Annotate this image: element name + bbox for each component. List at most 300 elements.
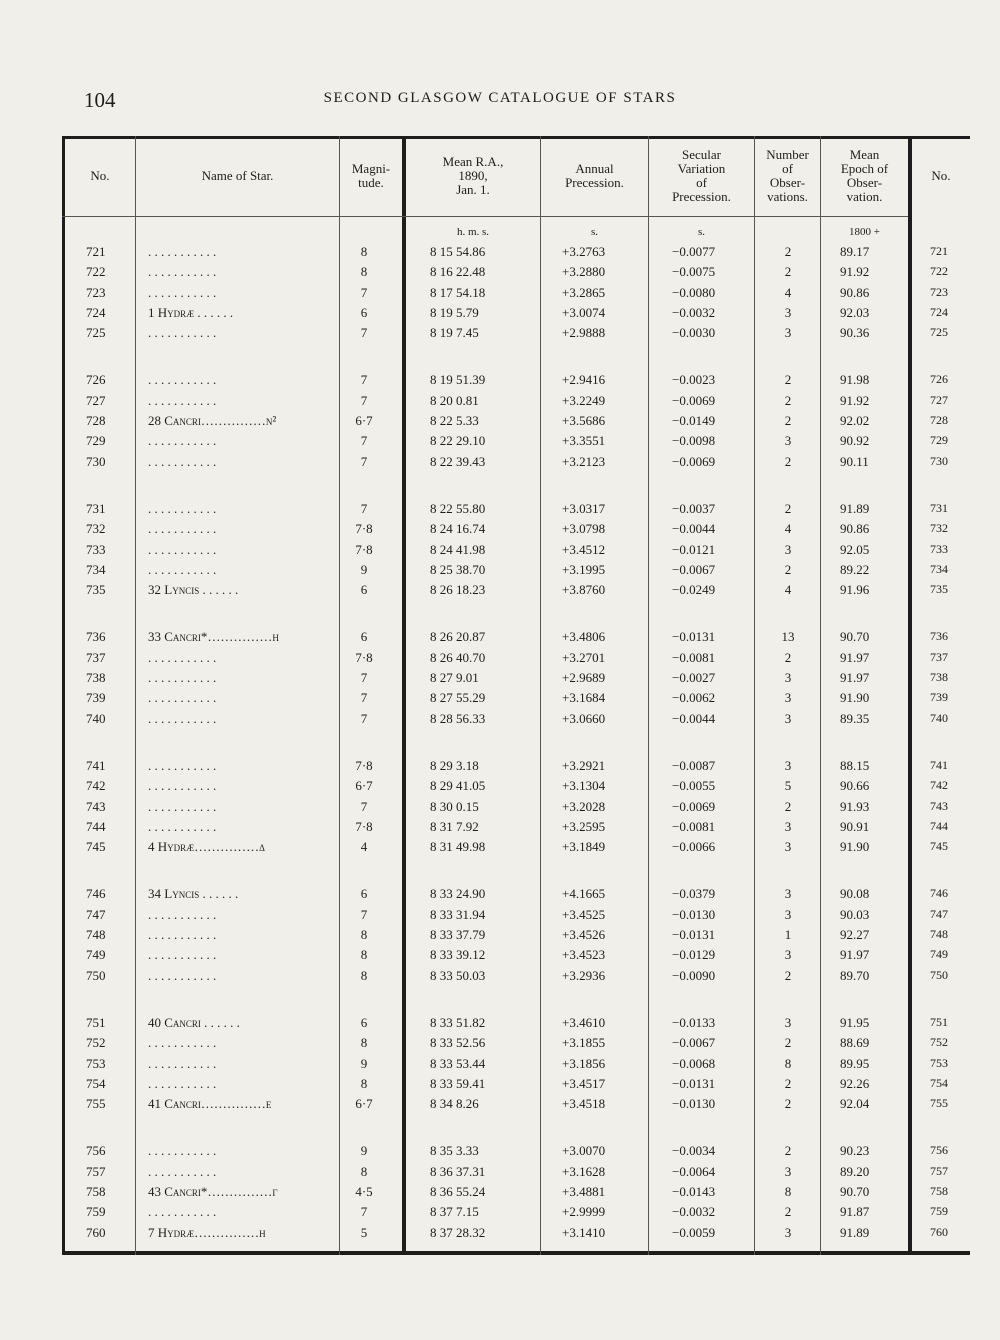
- mean-ra: 8 33 52.56: [430, 1035, 486, 1051]
- magnitude: 9: [360, 1055, 368, 1071]
- mean-ra: 8 19 7.45: [430, 325, 479, 341]
- annual-precession: +3.1410: [562, 1224, 606, 1240]
- star-name: 1 Hydræ . . . . . .: [148, 304, 234, 320]
- magnitude: 6: [360, 886, 368, 902]
- mean-epoch: 90.86: [840, 521, 870, 537]
- star-name: . . . . . . . . . . .: [148, 1163, 217, 1179]
- star-number-right: 727: [930, 392, 948, 407]
- table-row: [62, 370, 970, 390]
- header-rule: [62, 216, 908, 217]
- star-number: 741: [86, 757, 106, 773]
- star-name: . . . . . . . . . . .: [148, 1075, 217, 1091]
- magnitude: 6: [360, 629, 368, 645]
- magnitude: 7: [360, 1204, 368, 1220]
- table-row: [62, 709, 970, 729]
- secular-variation: −0.0131: [672, 1075, 716, 1091]
- table-row: [62, 283, 970, 303]
- star-name: . . . . . . . . . . .: [148, 264, 217, 280]
- star-number: 736: [86, 629, 106, 645]
- mean-epoch: 91.92: [840, 264, 870, 280]
- annual-precession: +3.0660: [562, 710, 606, 726]
- secular-variation: −0.0023: [672, 372, 716, 388]
- col-header-name: Name of Star.: [201, 168, 274, 183]
- star-number-right: 746: [930, 886, 948, 901]
- magnitude: 7: [360, 710, 368, 726]
- annual-precession: +2.9689: [562, 670, 606, 686]
- star-number-right: 759: [930, 1204, 948, 1219]
- page-number: 104: [84, 88, 116, 112]
- annual-precession: +3.4523: [562, 947, 606, 963]
- observation-count: 2: [784, 264, 792, 280]
- star-name: . . . . . . . . . . .: [148, 967, 217, 983]
- secular-variation: −0.0066: [672, 839, 716, 855]
- mean-epoch: 89.22: [840, 561, 870, 577]
- mean-epoch: 91.90: [840, 839, 870, 855]
- mean-ra: 8 35 3.33: [430, 1143, 479, 1159]
- table-row: [62, 776, 970, 796]
- secular-variation: −0.0130: [672, 906, 716, 922]
- table-row: [62, 1013, 970, 1033]
- magnitude: 7: [360, 392, 368, 408]
- annual-precession: +3.2123: [562, 453, 606, 469]
- star-number: 735: [86, 582, 106, 598]
- star-number: 732: [86, 521, 106, 537]
- table-row: [62, 688, 970, 708]
- table-row: [62, 1223, 970, 1243]
- star-number-right: 744: [930, 818, 948, 833]
- mean-ra: 8 33 51.82: [430, 1014, 486, 1030]
- mean-epoch: 89.35: [840, 710, 870, 726]
- star-number: 751: [86, 1014, 106, 1030]
- star-name: . . . . . . . . . . .: [148, 710, 217, 726]
- table-row: [62, 1054, 970, 1074]
- observation-count: 2: [784, 1035, 792, 1051]
- col-header-precession: Annual Precession.: [565, 161, 624, 190]
- page-title: SECOND GLASGOW CATALOGUE OF STARS: [323, 90, 677, 106]
- table-row: [62, 756, 970, 776]
- star-name: . . . . . . . . . . .: [148, 244, 217, 259]
- observation-count: 1: [784, 927, 792, 943]
- annual-precession: +3.2249: [562, 392, 606, 408]
- mean-ra: 8 24 16.74: [430, 521, 486, 537]
- star-number: 731: [86, 500, 106, 516]
- mean-epoch: 90.66: [840, 778, 870, 794]
- secular-variation: −0.0131: [672, 927, 716, 943]
- annual-precession: +3.1684: [562, 690, 606, 706]
- magnitude: 6·7: [355, 778, 373, 794]
- mean-epoch: 92.02: [840, 413, 870, 429]
- mean-epoch: 92.27: [840, 927, 870, 943]
- star-number: 730: [86, 453, 106, 469]
- star-number-right: 732: [930, 521, 948, 536]
- table-row: [62, 837, 970, 857]
- star-number: 745: [86, 839, 106, 855]
- observation-count: 3: [784, 433, 792, 449]
- observation-count: 3: [784, 1014, 792, 1030]
- observation-count: 3: [784, 1224, 792, 1240]
- table-bottom-rule: [62, 1251, 970, 1255]
- star-number-right: 734: [930, 561, 948, 576]
- secular-variation: −0.0090: [672, 967, 716, 983]
- observation-count: 3: [784, 541, 792, 557]
- star-number: 748: [86, 927, 106, 943]
- annual-precession: +3.5686: [562, 413, 606, 429]
- secular-variation: −0.0062: [672, 690, 716, 706]
- col-header-observations: Number of Obser- vations.: [766, 147, 809, 204]
- star-name: 43 Cancri*……………γ: [148, 1183, 278, 1199]
- observation-count: 2: [784, 453, 792, 469]
- annual-precession: +3.1856: [562, 1055, 606, 1071]
- secular-variation: −0.0077: [672, 244, 716, 259]
- star-number: 756: [86, 1143, 106, 1159]
- observation-count: 2: [784, 561, 792, 577]
- star-name: . . . . . . . . . . .: [148, 1035, 217, 1051]
- secular-variation: −0.0069: [672, 798, 716, 814]
- table-row: [62, 648, 970, 668]
- catalogue-table: [62, 136, 970, 1256]
- star-number-right: 741: [930, 757, 948, 772]
- observation-count: 4: [784, 284, 792, 300]
- table-row: [62, 1162, 970, 1182]
- annual-precession: +3.8760: [562, 582, 606, 598]
- secular-variation: −0.0055: [672, 778, 716, 794]
- mean-epoch: 92.05: [840, 541, 870, 557]
- observation-count: 2: [784, 1143, 792, 1159]
- magnitude: 7: [360, 670, 368, 686]
- annual-precession: +3.2880: [562, 264, 606, 280]
- observation-count: 3: [784, 839, 792, 855]
- observation-count: 2: [784, 500, 792, 516]
- mean-epoch: 88.69: [840, 1035, 870, 1051]
- mean-ra: 8 24 41.98: [430, 541, 486, 557]
- table-row: [62, 627, 970, 647]
- magnitude: 8: [360, 1075, 368, 1091]
- col-header-ra: Mean R.A., 1890, Jan. 1.: [442, 154, 504, 197]
- star-number-right: 723: [930, 284, 948, 299]
- magnitude: 6: [360, 304, 368, 320]
- table-row: [62, 1141, 970, 1161]
- secular-variation: −0.0030: [672, 325, 716, 341]
- annual-precession: +3.1995: [562, 561, 606, 577]
- mean-ra: 8 16 22.48: [430, 264, 486, 280]
- star-number-right: 754: [930, 1075, 948, 1090]
- star-number-right: 748: [930, 927, 948, 942]
- mean-ra: 8 31 7.92: [430, 818, 479, 834]
- mean-epoch: 90.70: [840, 1183, 870, 1199]
- table-row: [62, 925, 970, 945]
- star-number-right: 721: [930, 244, 948, 258]
- observation-count: 2: [784, 1204, 792, 1220]
- star-number: 729: [86, 433, 106, 449]
- annual-precession: +3.2936: [562, 967, 606, 983]
- magnitude: 8: [360, 927, 368, 943]
- star-number: 726: [86, 372, 106, 388]
- observation-count: 3: [784, 818, 792, 834]
- annual-precession: +3.3551: [562, 433, 606, 449]
- mean-ra: 8 17 54.18: [430, 284, 486, 300]
- secular-variation: −0.0069: [672, 392, 716, 408]
- star-name: 7 Hydræ……………η: [148, 1224, 266, 1240]
- secular-variation: −0.0087: [672, 757, 716, 773]
- table-row: [62, 1033, 970, 1053]
- mean-epoch: 91.97: [840, 947, 870, 963]
- annual-precession: +4.1665: [562, 886, 606, 902]
- annual-precession: +3.4517: [562, 1075, 606, 1091]
- star-number: 750: [86, 967, 106, 983]
- star-name: . . . . . . . . . . .: [148, 947, 217, 963]
- magnitude: 8: [360, 244, 368, 259]
- table-row: [62, 303, 970, 323]
- star-number: 724: [86, 304, 106, 320]
- annual-precession: +3.0798: [562, 521, 606, 537]
- mean-epoch: 89.20: [840, 1163, 870, 1179]
- secular-variation: −0.0068: [672, 1055, 716, 1071]
- star-number: 734: [86, 561, 106, 577]
- star-name: . . . . . . . . . . .: [148, 325, 217, 341]
- star-number-right: 755: [930, 1096, 948, 1111]
- star-number-right: 760: [930, 1224, 948, 1239]
- star-name: . . . . . . . . . . .: [148, 372, 217, 388]
- mean-epoch: 91.97: [840, 649, 870, 665]
- table-row: [62, 1074, 970, 1094]
- magnitude: 7: [360, 453, 368, 469]
- secular-variation: −0.0032: [672, 304, 716, 320]
- mean-epoch: 91.98: [840, 372, 870, 388]
- mean-ra: 8 33 24.90: [430, 886, 486, 902]
- star-number: 728: [86, 413, 106, 429]
- observation-count: 4: [784, 521, 792, 537]
- table-row: [62, 817, 970, 837]
- secular-variation: −0.0133: [672, 1014, 716, 1030]
- mean-ra: 8 33 31.94: [430, 906, 486, 922]
- magnitude: 7·8: [355, 541, 373, 557]
- mean-epoch: 90.91: [840, 818, 870, 834]
- mean-epoch: 90.03: [840, 906, 870, 922]
- star-name: 28 Cancri……………ν²: [148, 413, 277, 429]
- observation-count: 3: [784, 710, 792, 726]
- mean-epoch: 92.26: [840, 1075, 870, 1091]
- magnitude: 8: [360, 1163, 368, 1179]
- magnitude: 5: [360, 1224, 368, 1240]
- mean-epoch: 89.95: [840, 1055, 870, 1071]
- star-number-right: 736: [930, 629, 948, 644]
- observation-count: 3: [784, 304, 792, 320]
- star-number: 742: [86, 778, 106, 794]
- star-number: 727: [86, 392, 106, 408]
- star-number-right: 726: [930, 372, 948, 387]
- star-name: . . . . . . . . . . .: [148, 690, 217, 706]
- star-number-right: 725: [930, 325, 948, 340]
- star-name: . . . . . . . . . . .: [148, 778, 217, 794]
- unit-epoch: 1800 +: [849, 226, 880, 238]
- mean-ra: 8 34 8.26: [430, 1096, 479, 1112]
- secular-variation: −0.0064: [672, 1163, 716, 1179]
- star-name: . . . . . . . . . . .: [148, 561, 217, 577]
- star-name: . . . . . . . . . . .: [148, 670, 217, 686]
- mean-ra: 8 37 7.15: [430, 1204, 479, 1220]
- magnitude: 7: [360, 325, 368, 341]
- mean-ra: 8 22 55.80: [430, 500, 486, 516]
- observation-count: 2: [784, 413, 792, 429]
- star-name: 40 Cancri . . . . . .: [148, 1014, 240, 1030]
- observation-count: 3: [784, 906, 792, 922]
- star-number: 737: [86, 649, 106, 665]
- star-number-right: 722: [930, 264, 948, 279]
- unit-secular: s.: [697, 226, 706, 238]
- star-number-right: 733: [930, 541, 948, 556]
- annual-precession: +3.4512: [562, 541, 606, 557]
- star-number-right: 747: [930, 906, 948, 921]
- star-number: 759: [86, 1204, 106, 1220]
- secular-variation: −0.0121: [672, 541, 716, 557]
- secular-variation: −0.0044: [672, 710, 716, 726]
- star-number-right: 756: [930, 1143, 948, 1158]
- magnitude: 4·5: [355, 1183, 373, 1199]
- annual-precession: +3.2865: [562, 284, 606, 300]
- secular-variation: −0.0034: [672, 1143, 716, 1159]
- annual-precession: +3.2028: [562, 798, 606, 814]
- annual-precession: +3.1628: [562, 1163, 606, 1179]
- secular-variation: −0.0131: [672, 629, 716, 645]
- star-name: . . . . . . . . . . .: [148, 453, 217, 469]
- annual-precession: +3.1849: [562, 839, 606, 855]
- mean-ra: 8 27 9.01: [430, 670, 479, 686]
- observation-count: 5: [784, 778, 792, 794]
- star-name: . . . . . . . . . . .: [148, 284, 217, 300]
- mean-epoch: 89.17: [840, 244, 870, 259]
- star-number-right: 728: [930, 413, 948, 428]
- star-number: 738: [86, 670, 106, 686]
- star-name: . . . . . . . . . . .: [148, 757, 217, 773]
- secular-variation: −0.0080: [672, 284, 716, 300]
- table-row: [62, 519, 970, 539]
- star-name: 34 Lyncis . . . . . .: [148, 886, 239, 902]
- observation-count: 2: [784, 1096, 792, 1112]
- star-number: 758: [86, 1183, 106, 1199]
- mean-ra: 8 29 3.18: [430, 757, 479, 773]
- annual-precession: +3.0317: [562, 500, 606, 516]
- observation-count: 3: [784, 325, 792, 341]
- star-number: 743: [86, 798, 106, 814]
- star-number-right: 757: [930, 1163, 948, 1178]
- observation-count: 3: [784, 1163, 792, 1179]
- table-row: [62, 323, 970, 343]
- observation-count: 2: [784, 1075, 792, 1091]
- secular-variation: −0.0130: [672, 1096, 716, 1112]
- mean-ra: 8 33 53.44: [430, 1055, 486, 1071]
- star-name: 33 Cancri*……………η: [148, 629, 279, 645]
- annual-precession: +3.2701: [562, 649, 606, 665]
- table-row: [62, 431, 970, 451]
- annual-precession: +3.4525: [562, 906, 606, 922]
- star-name: . . . . . . . . . . .: [148, 433, 217, 449]
- table-row: [62, 499, 970, 519]
- mean-ra: 8 20 0.81: [430, 392, 479, 408]
- star-number-right: 739: [930, 690, 948, 705]
- mean-ra: 8 22 39.43: [430, 453, 486, 469]
- star-name: . . . . . . . . . . .: [148, 927, 217, 943]
- star-name: . . . . . . . . . . .: [148, 818, 217, 834]
- observation-count: 4: [784, 582, 792, 598]
- annual-precession: +3.2921: [562, 757, 606, 773]
- annual-precession: +3.4881: [562, 1183, 606, 1199]
- mean-epoch: 91.89: [840, 500, 870, 516]
- table-row: [62, 242, 970, 262]
- star-name: . . . . . . . . . . .: [148, 1204, 217, 1220]
- magnitude: 7: [360, 500, 368, 516]
- star-number: 744: [86, 818, 106, 834]
- star-name: . . . . . . . . . . .: [148, 906, 217, 922]
- mean-ra: 8 19 51.39: [430, 372, 486, 388]
- mean-epoch: 90.08: [840, 886, 870, 902]
- magnitude: 9: [360, 561, 368, 577]
- table-row: [62, 668, 970, 688]
- table-row: [62, 1182, 970, 1202]
- secular-variation: −0.0067: [672, 561, 716, 577]
- mean-ra: 8 29 41.05: [430, 778, 486, 794]
- annual-precession: +3.4518: [562, 1096, 606, 1112]
- magnitude: 8: [360, 264, 368, 280]
- annual-precession: +3.1855: [562, 1035, 606, 1051]
- table-row: [62, 1202, 970, 1222]
- star-number-right: 758: [930, 1183, 948, 1198]
- table-row: [62, 945, 970, 965]
- mean-ra: 8 15 54.86: [430, 244, 486, 259]
- magnitude: 6: [360, 582, 368, 598]
- secular-variation: −0.0059: [672, 1224, 716, 1240]
- star-number-right: 742: [930, 778, 948, 793]
- annual-precession: +3.4526: [562, 927, 606, 943]
- magnitude: 8: [360, 1035, 368, 1051]
- col-header-no: No.: [90, 168, 110, 183]
- mean-epoch: 91.90: [840, 690, 870, 706]
- star-name: . . . . . . . . . . .: [148, 798, 217, 814]
- mean-epoch: 91.92: [840, 392, 870, 408]
- observation-count: 3: [784, 690, 792, 706]
- annual-precession: +2.9888: [562, 325, 606, 341]
- secular-variation: −0.0027: [672, 670, 716, 686]
- annual-precession: +3.0070: [562, 1143, 606, 1159]
- secular-variation: −0.0075: [672, 264, 716, 280]
- mean-epoch: 92.04: [840, 1096, 870, 1112]
- mean-ra: 8 33 37.79: [430, 927, 486, 943]
- annual-precession: +2.9416: [562, 372, 606, 388]
- magnitude: 7·8: [355, 818, 373, 834]
- secular-variation: −0.0067: [672, 1035, 716, 1051]
- mean-ra: 8 26 20.87: [430, 629, 486, 645]
- star-name: 41 Cancri……………ε: [148, 1096, 272, 1112]
- mean-epoch: 89.70: [840, 967, 870, 983]
- observation-count: 2: [784, 649, 792, 665]
- mean-ra: 8 31 49.98: [430, 839, 486, 855]
- star-number-right: 730: [930, 453, 948, 468]
- secular-variation: −0.0249: [672, 582, 716, 598]
- star-number: 740: [86, 710, 106, 726]
- star-number-right: 753: [930, 1055, 948, 1070]
- star-name: . . . . . . . . . . .: [148, 500, 217, 516]
- star-name: . . . . . . . . . . .: [148, 1055, 217, 1071]
- observation-count: 13: [781, 629, 795, 645]
- observation-count: 2: [784, 967, 792, 983]
- mean-epoch: 92.03: [840, 304, 870, 320]
- col-header-epoch: Mean Epoch of Obser- vation.: [840, 147, 889, 204]
- magnitude: 7: [360, 372, 368, 388]
- mean-ra: 8 36 55.24: [430, 1183, 486, 1199]
- mean-epoch: 90.23: [840, 1143, 870, 1159]
- mean-epoch: 91.89: [840, 1224, 870, 1240]
- observation-count: 3: [784, 757, 792, 773]
- star-number-right: 740: [930, 710, 948, 725]
